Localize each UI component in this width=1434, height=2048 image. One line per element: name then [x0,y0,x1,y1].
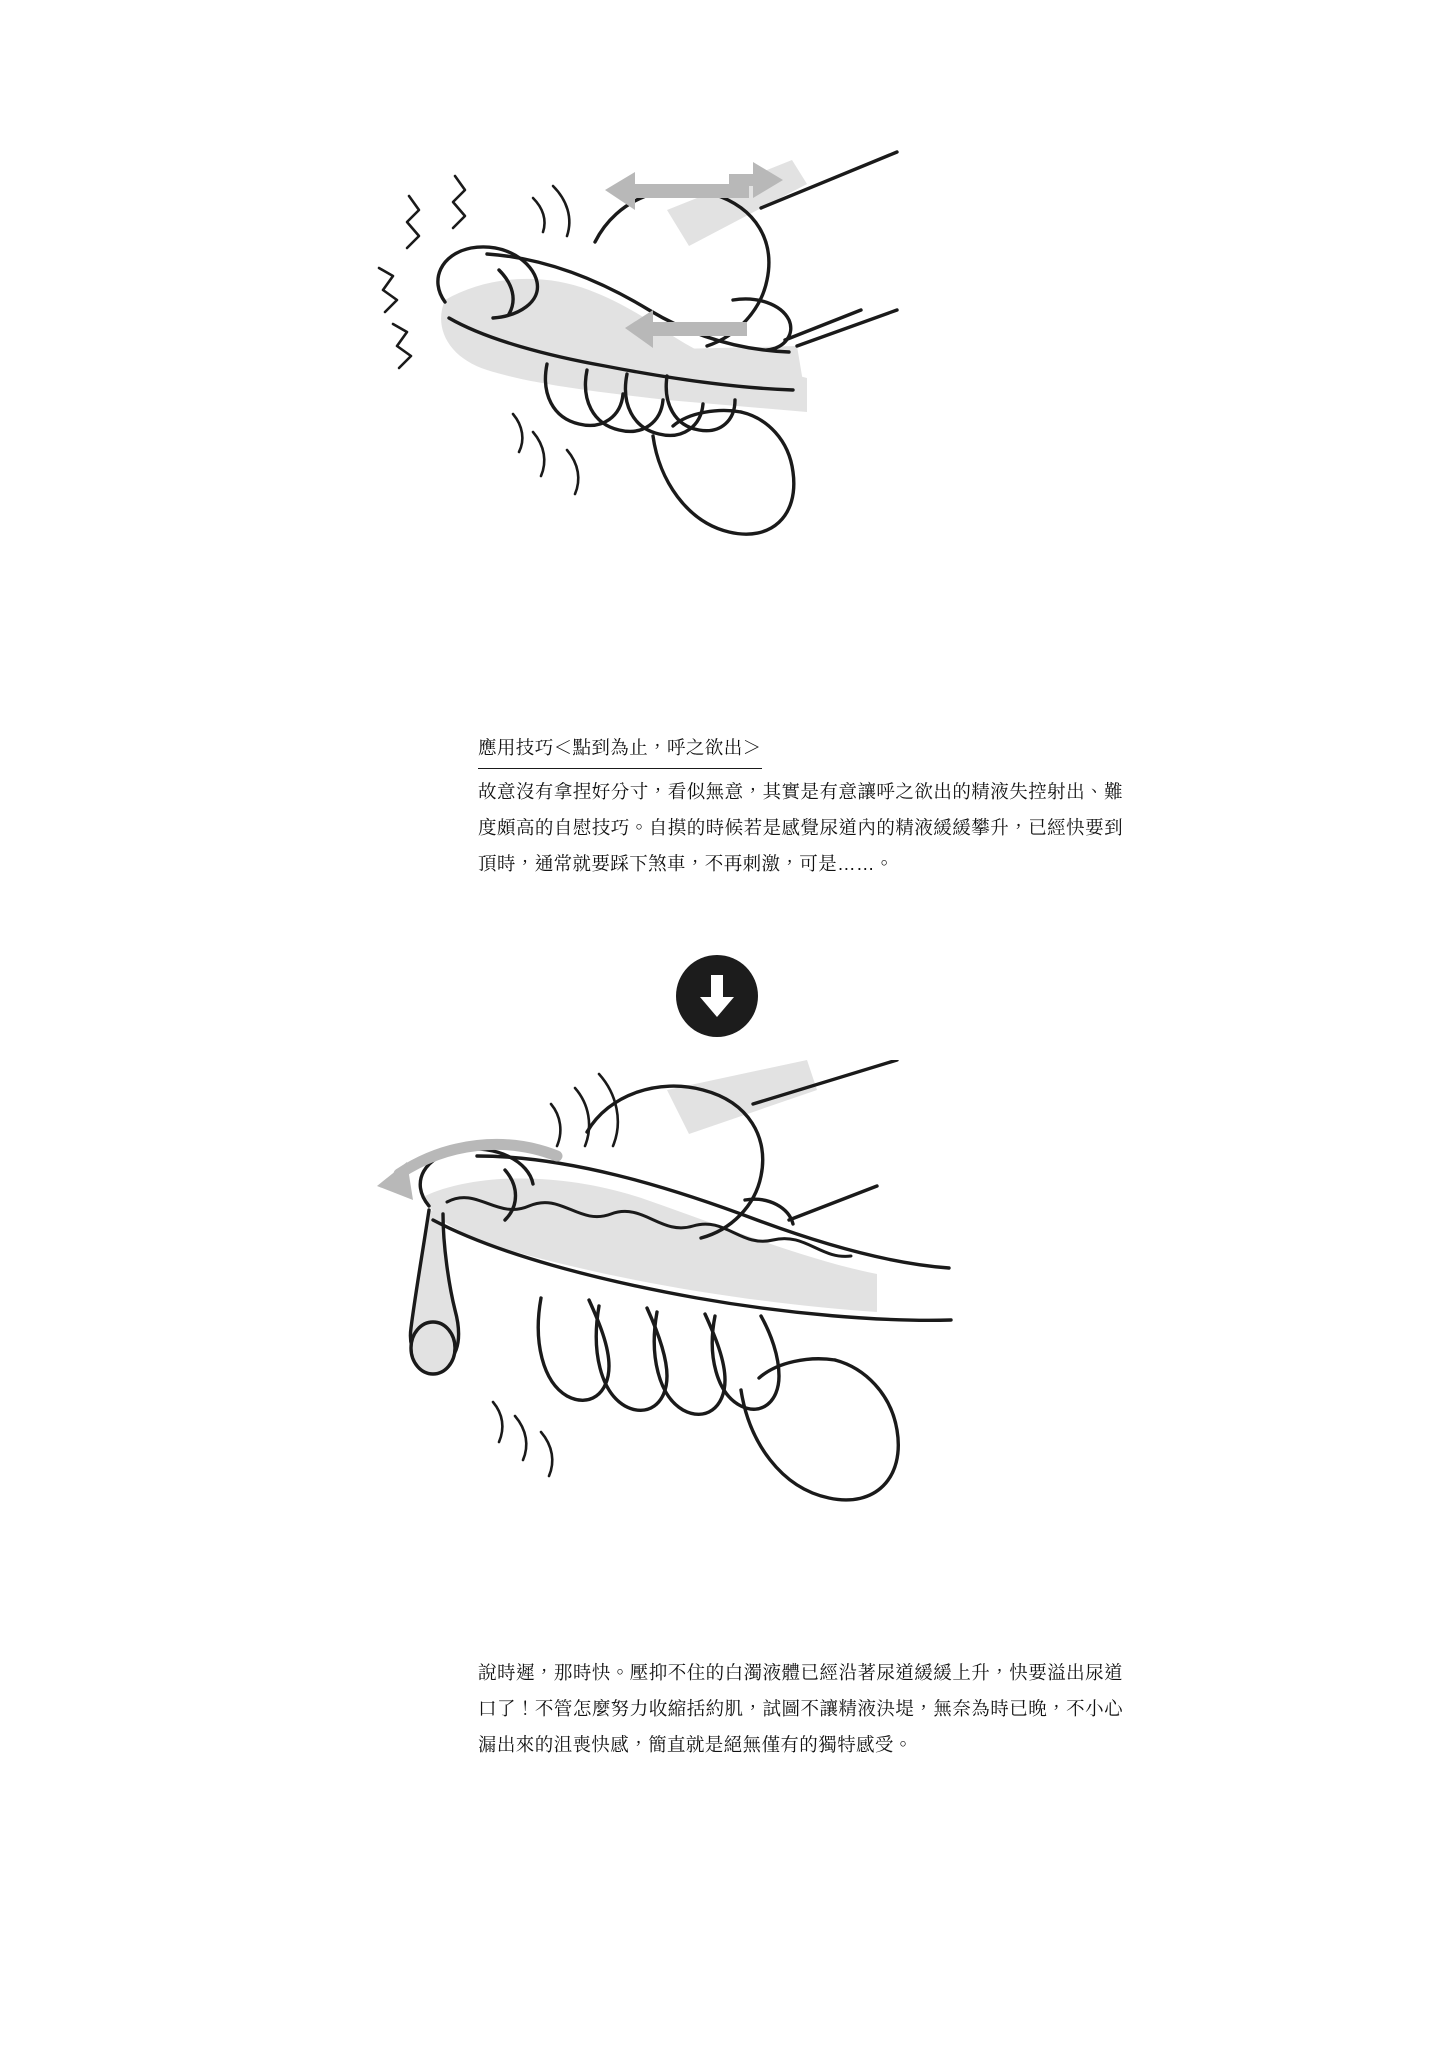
arrow-down-icon [697,973,737,1019]
forearm-bottom-bottom [789,1186,877,1220]
scrotum-outline [653,412,794,534]
motion-lines-bottom [493,1074,618,1476]
illustration-stimulation-technique [0,150,1434,710]
thumb-outline-bottom [745,1199,793,1224]
caption-one-paragraph: 故意沒有拿捏好分寸，看似無意，其實是有意讓呼之欲出的精液失控射出、難度頗高的自慰技巧。自摸的時候若是感覺尿道內的精液緩緩攀升，已經快要到頂時，通常就要踩下煞車，不再刺激，可是……。 [478,781,1123,875]
caption-one [478,730,1123,882]
caption-two-paragraph: 說時遲，那時快。壓抑不住的白濁液體已經沿著尿道緩緩上升，快要溢出尿道口了！不管怎麼努力收縮括約肌，試圖不讓精液決堤，無奈為時已晚，不小心漏出來的沮喪快感，簡直就是絕無僅有的獨特感受。 [478,1662,1123,1756]
top-figure-svg [337,150,1097,710]
hand-motion-lines [513,414,578,494]
arm-fill-bottom [667,1060,817,1134]
scrotum-base-bottom [759,1359,835,1378]
caption-two [478,1655,1123,1763]
caption-one-heading: 應用技巧＜點到為止，呼之欲出＞ [478,730,762,769]
drip-drop [411,1322,455,1374]
scrotum-outline-bottom [741,1360,898,1500]
bottom-figure-svg [337,1060,1097,1660]
illustration-leakage-result [0,1060,1434,1660]
down-arrow-badge [676,955,758,1037]
